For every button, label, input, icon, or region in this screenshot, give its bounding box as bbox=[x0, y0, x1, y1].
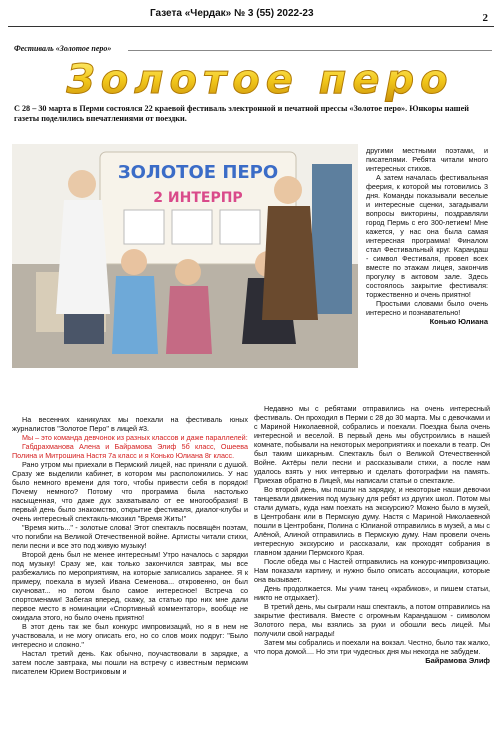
photo-image bbox=[12, 144, 358, 368]
paragraph: Во второй день, мы пошли на зарядку, и некоторые наши девочки танцевали движения под музыку для ребят из других школ. Потом мы стали думать, куда нам поехать на экскурсию? Можно было в музей, в Центробанк или в Пермскую думу. Настя с Мариной Николаевной пошли в Центробанк, Полина с Юлианой отправились в музей, а мы с Алёной, Алиной отправились в Пермскую думу. Нам провели очень интересную экскурсию и рассказали, как проходят собрания в главном здании Пермского Края. bbox=[254, 485, 490, 557]
paragraph: Рано утром мы приехали в Пермский лицей, нас приняли с душой. Сразу же выделили кабинет, в котором мы расположились. У нас было немного времени для того, чтобы привести себя в порядок! Почему немного? Потому что программа была настолько насыщенная, что даже дух захватывало от ее многообразия! В первый день было знакомство, открытие фестиваля, диалог-клубы и очень интересный спектакль-мюзикл "Время Жить!" bbox=[12, 460, 248, 523]
signature: Конько Юлиана bbox=[429, 317, 488, 326]
paragraph: Простыми словами было очень интересно и познавательно! bbox=[366, 299, 488, 317]
team-intro: Мы – это команда девчонок из разных классов и даже параллелей: bbox=[22, 433, 248, 442]
right-column bbox=[254, 404, 490, 665]
paragraph: Недавно мы с ребятами отправились на очень интересный фестиваль. Он проходил в Перми с 28 до 30 марта. Мы с девочками и с Мариной Николаевной, собрались и поехали. Поездка была очень интересной и веселой. В первый день мы обустроились в нашей комнате, побывали на некоторых мероприятиях и поехали в театр. Он был таким шикарным. Спектакль был о Великой Отечественной Войне. Актёры пели песни и рассказывали стихи, а после нам удалось взять у них интервью и сделать фотографии на память. Приехав обратно в Лицей, мы написали статьи о спектакле. bbox=[254, 404, 490, 485]
paragraph: Второй день был не менее интересным! Утро началось с зарядки под музыку! Сразу же, как только закончился завтрак, мы все разбежались по мероприятиям, на которые записались заранее. Я к примеру, поехала в музей Ивана Семенова... откровенно, он был скучноват... но потом было самое интересное! Встреча со спортсменами! Забегая вперед, скажу, за статью про них мне дали первое место в номинации «Спортивный комментатор», вообще не ожидала этого, но было очень приятно! bbox=[12, 550, 248, 622]
paragraph: На весенних каникулах мы поехали на фестиваль юных журналистов "Золотое Перо" в лицей #3. bbox=[12, 415, 248, 433]
newspaper-title: Газета «Чердак» № 3 (55) 2022-23 bbox=[150, 8, 314, 19]
section-rule bbox=[128, 50, 492, 51]
page-header bbox=[0, 6, 500, 28]
banner-text: Золотое перо bbox=[66, 57, 454, 103]
poster-text-1: ЗОЛОТОЕ ПЕРО bbox=[117, 162, 279, 183]
paragraph: А затем началась фестивальная феерия, к которой мы готовились 3 дня. Команды показывали веселые и интересные сценки, загадывали вопросы викторины, поздравляли город Пермь с его 300-летием! Мне кажется, у нас она была самая интересная программа! Финалом стал Фестивальный круг. Карандаш - символ Фестиваля, провел всех вместе по этажам лицея, закончив прогулку в актовом зале. Здесь состоялось закрытие фестиваля: торжественно и очень приятно! bbox=[366, 173, 488, 299]
paragraph: "Время жить..." - золотые слова! Этот спектакль посвящён поэтам, что погибли на Великой Отечественной войне. Артисты читали стихи, пели песни и все это под живую музыку! bbox=[12, 523, 248, 550]
banner-title bbox=[40, 55, 480, 103]
paragraph: В этот день так же был конкурс импровизаций, но я в нем не участвовала, и не могу описать его, но со слов моих подруг: "Было интересно и сложно." bbox=[12, 622, 248, 649]
right-top-column bbox=[366, 146, 488, 326]
article-lead: С 28 – 30 марта в Перми состоялся 22 краевой фестиваль электронной и печатной прессы «Золотое перо». Юнкоры нашей газеты поделились впечатлениями от поездки. bbox=[14, 104, 469, 123]
paragraph: Настал третий день. Как обычно, поучаствовали в зарядке, а затем после завтрака, мы пошли на встречу с известным пермским писателем Юрием Востриковым и bbox=[12, 649, 248, 676]
signature: Байрамова Элиф bbox=[425, 656, 490, 665]
paragraph: После обеда мы с Настей отправились на конкурс-импровизацию. Нам показали картину, и нужно было описать ассоциации, которые она вызывает. bbox=[254, 557, 490, 584]
left-column bbox=[12, 415, 248, 676]
paragraph: другими местными поэтами, и писателями. Ребята читали много интересных стихов. bbox=[366, 146, 488, 173]
paragraph: В третий день, мы сыграли наш спектакль, а потом отправились на закрытие фестиваля. Вместе с огромным Карандашом - символом Золотого пера, мы взялись за руки и обошли весь лицей. Мы получили свой награды! bbox=[254, 602, 490, 638]
paragraph: День продолжается. Мы учим танец «крабиков», и пишем статьи, никто не отдыхает). bbox=[254, 584, 490, 602]
header-rule bbox=[8, 26, 494, 27]
section-label: Фестиваль «Золотое перо» bbox=[14, 44, 112, 53]
team-photo bbox=[12, 144, 358, 368]
team-members: Габдрахманова Алена и Байрамова Элиф 5б класс, Ошеева Полина и Митрошина Настя 7а класс и я Конько Юлиана 8г класс. bbox=[12, 442, 248, 460]
page-number: 2 bbox=[482, 12, 488, 24]
paragraph: Затем мы собрались и поехали на вокзал. Честно, было так жалко, что пора домой.... Но эти три чудесных дня мы некогда не забудем. bbox=[254, 638, 490, 656]
poster-text-2: 2 ИНТЕРПР bbox=[153, 190, 243, 206]
